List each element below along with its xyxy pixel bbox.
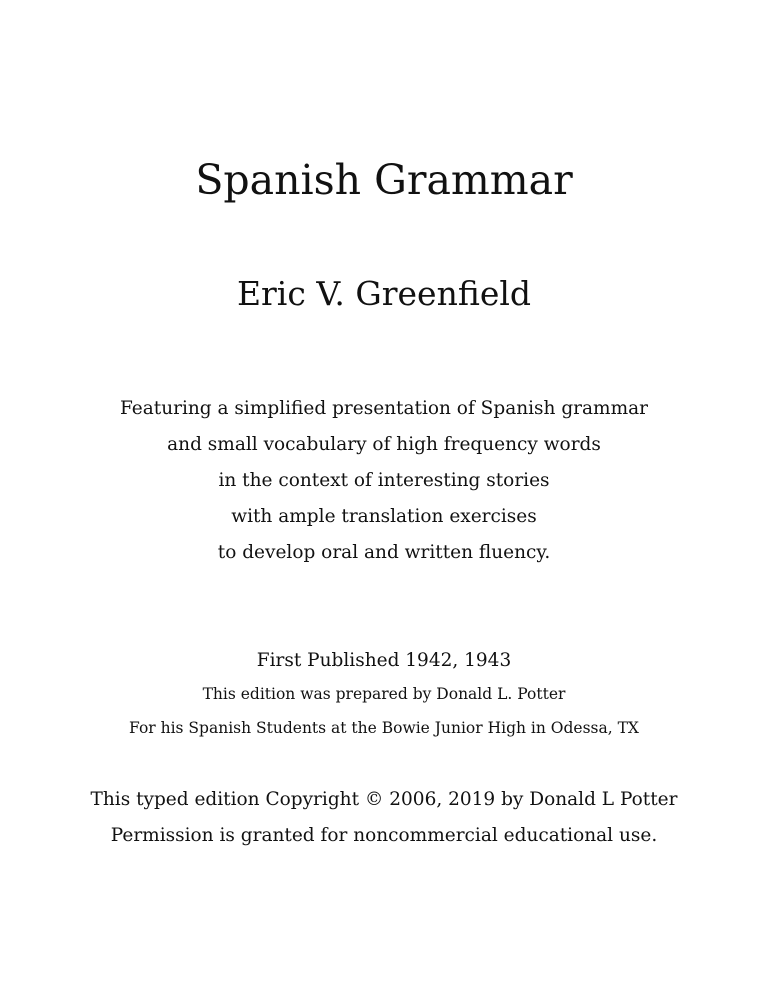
- copyright-notice: This typed edition Copyright © 2006, 2019 by Donald L Potter: [90, 789, 678, 810]
- author-name: Eric V. Greenfield: [236, 274, 532, 313]
- description-line: Featuring a simplified presentation of Spanish grammar: [119, 398, 649, 419]
- document-title: Spanish Grammar: [195, 156, 573, 204]
- edition-note: This edition was prepared by Donald L. Potter: [202, 685, 566, 703]
- description-line: to develop oral and written fluency.: [217, 542, 551, 563]
- audience-note: For his Spanish Students at the Bowie Junior High in Odessa, TX: [129, 719, 639, 737]
- first-published: First Published 1942, 1943: [256, 650, 512, 671]
- permission-notice: Permission is granted for noncommercial educational use.: [110, 825, 658, 846]
- description-line: with ample translation exercises: [231, 506, 537, 527]
- description-line: and small vocabulary of high frequency words: [167, 434, 601, 455]
- description-line: in the context of interesting stories: [218, 470, 550, 491]
